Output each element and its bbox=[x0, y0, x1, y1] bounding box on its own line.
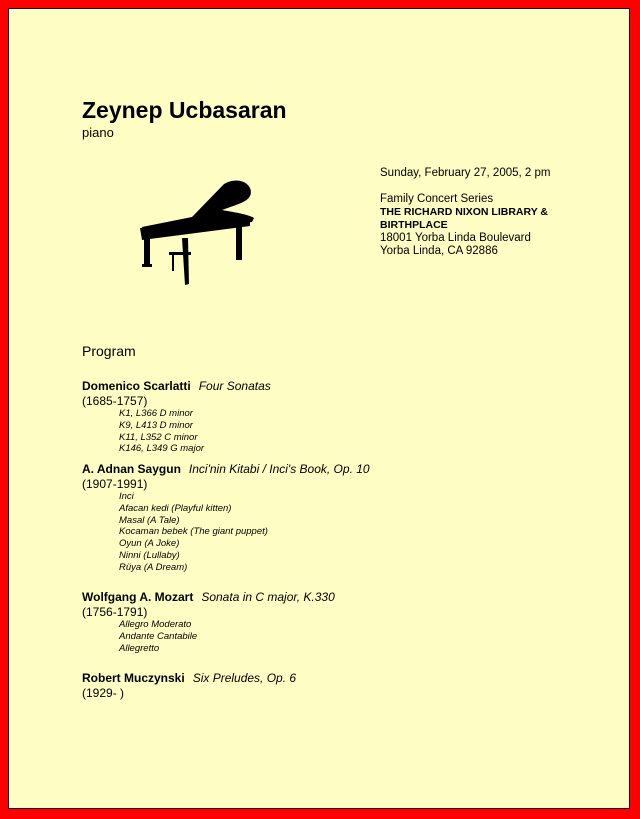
address-line-1: 18001 Yorba Linda Boulevard bbox=[380, 232, 531, 244]
venue-line-1: THE RICHARD NIXON LIBRARY & bbox=[380, 206, 549, 218]
piece-scarlatti bbox=[82, 379, 271, 455]
work-title: Six Preludes, Op. 6 bbox=[192, 671, 297, 685]
grand-piano-icon bbox=[124, 172, 259, 287]
composer-name: A. Adnan Saygun bbox=[82, 462, 181, 476]
composer-dates: (1907-1991) bbox=[82, 477, 148, 491]
movement: Andante Cantabile bbox=[119, 630, 198, 642]
composer-name: Wolfgang A. Mozart bbox=[82, 590, 194, 604]
movement: Kocaman bebek (The giant puppet) bbox=[119, 526, 268, 538]
program-page bbox=[8, 8, 630, 809]
movement: Masal (A Tale) bbox=[119, 514, 180, 526]
piece-muczynski bbox=[82, 671, 296, 700]
movement: K9, L413 D minor bbox=[119, 419, 193, 431]
performer-instrument: piano bbox=[82, 125, 114, 140]
event-series: Family Concert Series bbox=[380, 193, 494, 205]
program-title: Program bbox=[82, 343, 136, 359]
composer-dates: (1929- ) bbox=[82, 686, 125, 700]
composer-name: Domenico Scarlatti bbox=[82, 379, 191, 393]
movement: Rüya (A Dream) bbox=[119, 561, 188, 573]
performer-name: Zeynep Ucbasaran bbox=[82, 97, 287, 123]
composer-dates: (1756-1791) bbox=[82, 605, 148, 619]
work-title: Inci'nin Kitabi / Inci's Book, Op. 10 bbox=[188, 462, 370, 476]
movement: K1, L366 D minor bbox=[119, 408, 193, 419]
movement: K146, L349 G major bbox=[119, 443, 205, 455]
venue-line-2: BIRTHPLACE bbox=[380, 219, 448, 231]
composer-name: Robert Muczynski bbox=[82, 671, 185, 685]
movement: Afacan kedi (Playful kitten) bbox=[119, 502, 232, 514]
composer-dates: (1685-1757) bbox=[82, 394, 148, 408]
movement: Ninni (Lullaby) bbox=[119, 549, 180, 561]
event-datetime: Sunday, February 27, 2005, 2 pm bbox=[380, 167, 551, 179]
piece-mozart bbox=[82, 590, 335, 654]
work-title: Sonata in C major, K.330 bbox=[201, 590, 335, 604]
movement: Oyun (A Joke) bbox=[119, 538, 180, 550]
event-info bbox=[380, 167, 550, 258]
movement: K11, L352 C minor bbox=[119, 431, 198, 443]
piece-saygun bbox=[82, 462, 370, 574]
work-title: Four Sonatas bbox=[198, 379, 271, 393]
movement: Allegretto bbox=[119, 642, 160, 654]
movement: Allegro Moderato bbox=[119, 619, 192, 630]
movement: Inci bbox=[119, 491, 134, 502]
address-line-2: Yorba Linda, CA 92886 bbox=[380, 245, 498, 257]
